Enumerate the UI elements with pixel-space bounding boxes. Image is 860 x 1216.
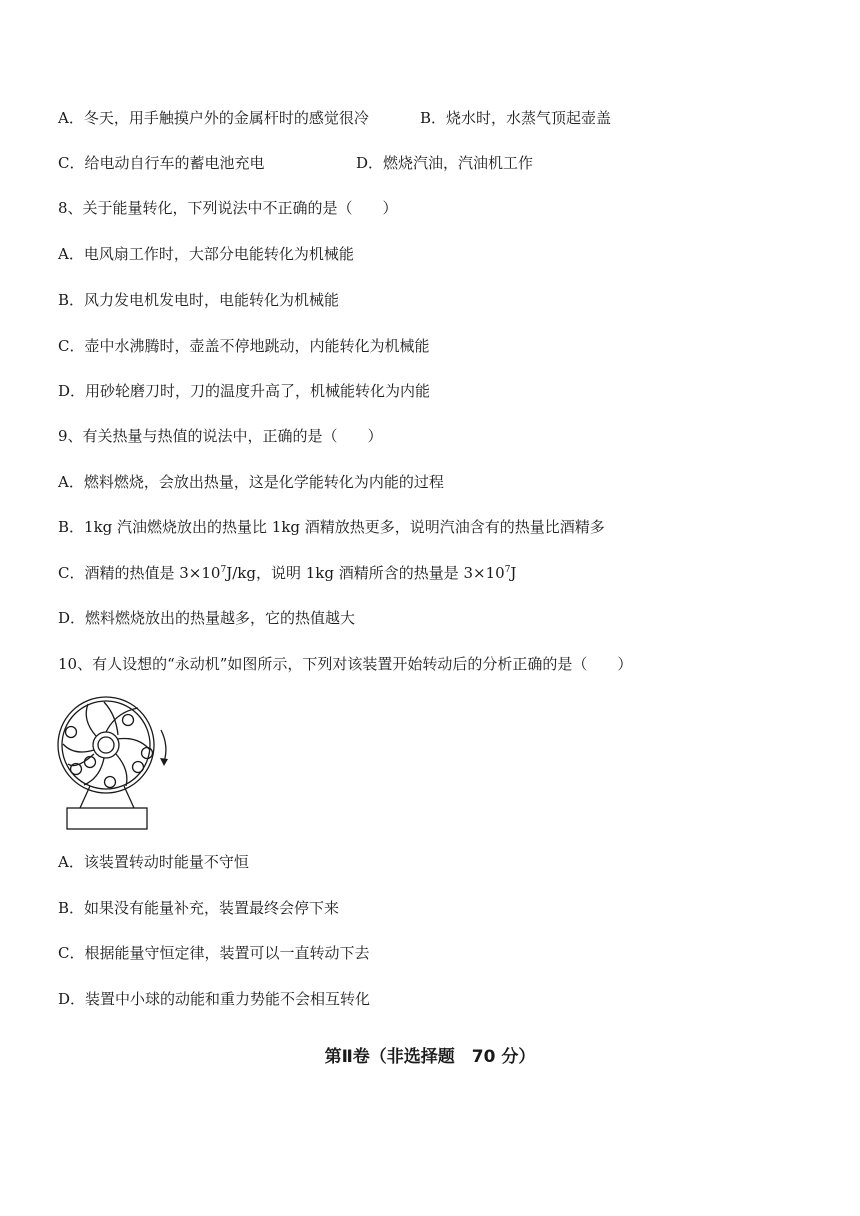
q9-stem: 9、有关热量与热值的说法中，正确的是（ ） bbox=[58, 427, 383, 445]
q9-option-c-text-2: J/kg，说明 1kg 酒精所含的热量是 3×10 bbox=[226, 564, 505, 582]
q8-option-c: C．壶中水沸腾时，壶盖不停地跳动，内能转化为机械能 bbox=[58, 337, 430, 355]
q10-option-a: A．该装置转动时能量不守恒 bbox=[58, 853, 249, 871]
q8-option-a: A．电风扇工作时，大部分电能转化为机械能 bbox=[58, 245, 354, 263]
q10-option-b: B．如果没有能量补充，装置最终会停下来 bbox=[58, 899, 340, 917]
rotation-arrow-head-icon bbox=[160, 758, 168, 766]
q10-option-c: C．根据能量守恒定律，装置可以一直转动下去 bbox=[58, 944, 370, 962]
q7-option-b: B．烧水时，水蒸气顶起壶盖 bbox=[420, 109, 612, 127]
q9-option-c-exponent-2: 7 bbox=[504, 565, 511, 575]
machine-base bbox=[67, 808, 147, 829]
q8-option-b: B．风力发电机发电时，电能转化为机械能 bbox=[58, 291, 340, 309]
q9-option-c-exponent-1: 7 bbox=[220, 565, 227, 575]
wheel-hub bbox=[93, 732, 119, 758]
q7-option-d: D．燃烧汽油，汽油机工作 bbox=[356, 154, 534, 172]
q10-stem: 10、有人设想的“永动机”如图所示，下列对该装置开始转动后的分析正确的是（ ） bbox=[58, 655, 633, 673]
q7-option-row-ab bbox=[58, 108, 612, 128]
q9-option-b: B．1kg 汽油燃烧放出的热量比 1kg 酒精放热更多，说明汽油含有的热量比酒精多 bbox=[58, 518, 605, 536]
q9-option-a: A．燃料燃烧，会放出热量，这是化学能转化为内能的过程 bbox=[58, 473, 444, 491]
q7-option-a: A．冬天，用手触摸户外的金属杆时的感觉很冷 bbox=[58, 109, 369, 127]
q10-option-d: D．装置中小球的动能和重力势能不会相互转化 bbox=[58, 990, 371, 1008]
q8-stem: 8、关于能量转化，下列说法中不正确的是（ ） bbox=[58, 199, 398, 217]
section-title: 第Ⅱ卷（非选择题 70 分） bbox=[324, 1047, 536, 1067]
q9-option-d: D．燃料燃烧放出的热量越多，它的热值越大 bbox=[58, 609, 356, 627]
q7-option-c: C．给电动自行车的蓄电池充电 bbox=[58, 154, 265, 172]
q7-option-row-cd bbox=[58, 153, 534, 173]
q9-option-c-text-3: J bbox=[510, 564, 517, 582]
perpetual-motion-machine-figure bbox=[54, 690, 178, 832]
q9-option-c-text-1: C．酒精的热值是 3×10 bbox=[58, 564, 221, 582]
q9-option-c bbox=[58, 563, 516, 583]
rotation-arrow bbox=[161, 730, 166, 762]
wheel-axle bbox=[98, 737, 114, 753]
wheel-inner-rim bbox=[62, 701, 150, 789]
wheel-balls bbox=[66, 715, 153, 788]
q8-option-d: D．用砂轮磨刀时，刀的温度升高了，机械能转化为内能 bbox=[58, 382, 431, 400]
